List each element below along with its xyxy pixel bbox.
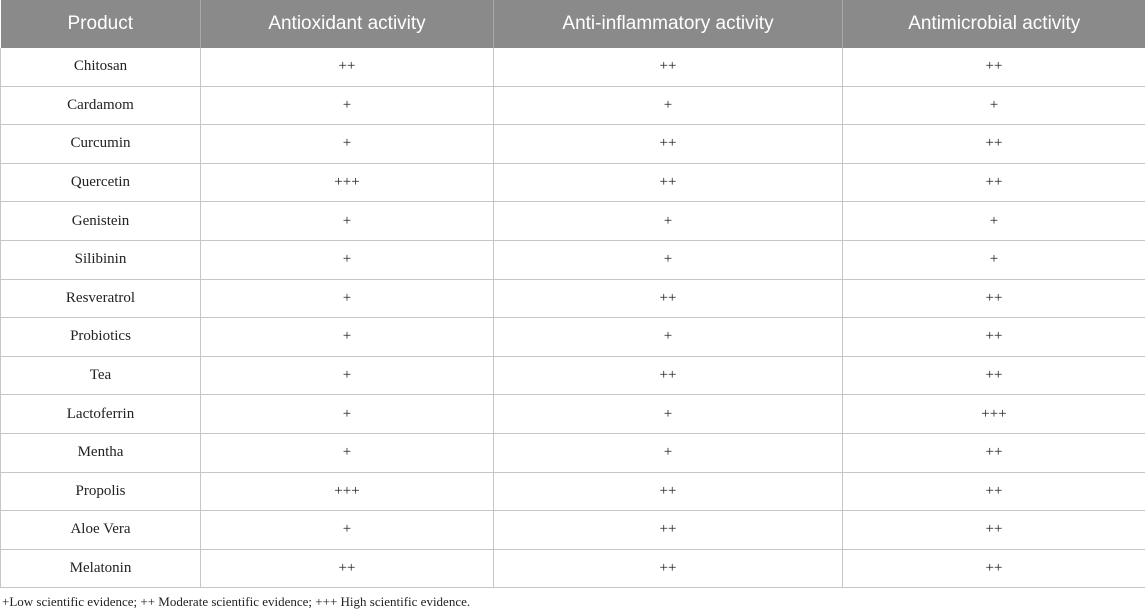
antioxidant-cell: + [201, 279, 494, 318]
antimicrobial-cell: ++ [843, 318, 1145, 357]
anti-inflammatory-cell: ++ [494, 511, 843, 550]
table-row [1, 125, 1145, 164]
anti-inflammatory-cell: ++ [494, 549, 843, 588]
product-cell: Resveratrol [1, 279, 201, 318]
antioxidant-cell: ++ [201, 549, 494, 588]
antimicrobial-cell: + [843, 86, 1145, 125]
table-row [1, 356, 1145, 395]
table-body [1, 48, 1145, 588]
antioxidant-cell: + [201, 395, 494, 434]
anti-inflammatory-cell: ++ [494, 163, 843, 202]
product-cell: Lactoferrin [1, 395, 201, 434]
table-row [1, 48, 1145, 86]
table-header [1, 0, 1145, 48]
header-product: Product [1, 0, 201, 48]
header-antimicrobial: Antimicrobial activity [843, 0, 1145, 48]
product-cell: Mentha [1, 433, 201, 472]
anti-inflammatory-cell: ++ [494, 356, 843, 395]
anti-inflammatory-cell: + [494, 240, 843, 279]
table-row [1, 240, 1145, 279]
anti-inflammatory-cell: ++ [494, 472, 843, 511]
antimicrobial-cell: ++ [843, 511, 1145, 550]
antioxidant-cell: + [201, 433, 494, 472]
product-cell: Genistein [1, 202, 201, 241]
anti-inflammatory-cell: + [494, 395, 843, 434]
table-row [1, 279, 1145, 318]
anti-inflammatory-cell: + [494, 202, 843, 241]
header-anti-inflammatory: Anti-inflammatory activity [494, 0, 843, 48]
antioxidant-cell: + [201, 356, 494, 395]
antimicrobial-cell: ++ [843, 549, 1145, 588]
antimicrobial-cell: +++ [843, 395, 1145, 434]
anti-inflammatory-cell: ++ [494, 125, 843, 164]
antioxidant-cell: + [201, 125, 494, 164]
product-cell: Quercetin [1, 163, 201, 202]
header-antioxidant: Antioxidant activity [201, 0, 494, 48]
product-cell: Cardamom [1, 86, 201, 125]
antimicrobial-cell: ++ [843, 279, 1145, 318]
anti-inflammatory-cell: ++ [494, 48, 843, 86]
product-cell: Melatonin [1, 549, 201, 588]
antimicrobial-cell: ++ [843, 163, 1145, 202]
table-row [1, 511, 1145, 550]
table-row [1, 86, 1145, 125]
product-cell: Chitosan [1, 48, 201, 86]
table-footnote: +Low scientific evidence; ++ Moderate scientific evidence; +++ High scientific evidence. [2, 594, 471, 609]
antioxidant-cell: + [201, 86, 494, 125]
table-row [1, 395, 1145, 434]
table-row [1, 163, 1145, 202]
anti-inflammatory-cell: + [494, 433, 843, 472]
product-cell: Probiotics [1, 318, 201, 357]
table-row [1, 472, 1145, 511]
anti-inflammatory-cell: ++ [494, 279, 843, 318]
antioxidant-cell: + [201, 202, 494, 241]
antimicrobial-cell: ++ [843, 472, 1145, 511]
product-cell: Curcumin [1, 125, 201, 164]
header-row [1, 0, 1145, 48]
anti-inflammatory-cell: + [494, 86, 843, 125]
antioxidant-cell: +++ [201, 163, 494, 202]
table-row [1, 202, 1145, 241]
product-cell: Tea [1, 356, 201, 395]
antioxidant-cell: + [201, 318, 494, 357]
product-cell: Aloe Vera [1, 511, 201, 550]
product-cell: Propolis [1, 472, 201, 511]
antimicrobial-cell: + [843, 202, 1145, 241]
antioxidant-cell: ++ [201, 48, 494, 86]
antimicrobial-cell: ++ [843, 356, 1145, 395]
anti-inflammatory-cell: + [494, 318, 843, 357]
antimicrobial-cell: ++ [843, 125, 1145, 164]
antioxidant-cell: +++ [201, 472, 494, 511]
table-row [1, 318, 1145, 357]
antioxidant-cell: + [201, 511, 494, 550]
product-cell: Silibinin [1, 240, 201, 279]
table-row [1, 549, 1145, 588]
antimicrobial-cell: ++ [843, 433, 1145, 472]
antimicrobial-cell: + [843, 240, 1145, 279]
antioxidant-cell: + [201, 240, 494, 279]
table-row [1, 433, 1145, 472]
antimicrobial-cell: ++ [843, 48, 1145, 86]
